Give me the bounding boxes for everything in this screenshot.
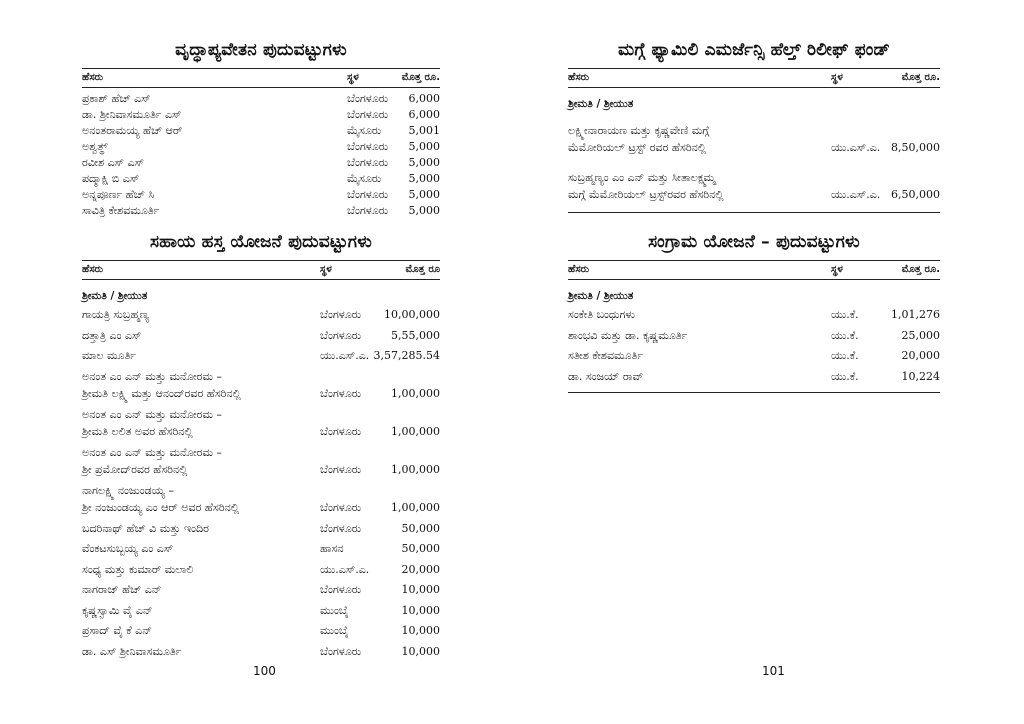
sahaya-title: ಸಹಾಯ ಹಸ್ತ ಯೋಜನೆ ಪುದುವಟ್ಟುಗಳು <box>149 232 373 252</box>
table-row <box>82 156 440 172</box>
place-cell: ಹಾಸನ <box>320 542 344 555</box>
name-cell: ಶ್ರೀ ಪ್ರಮೋದ್‌ರವರ ಹೆಸರಿನಲ್ಲಿ <box>82 463 188 476</box>
table-row-continuation <box>82 446 440 464</box>
amount-cell: 10,224 <box>901 369 940 383</box>
table-row <box>82 108 440 124</box>
amount-cell: 20,000 <box>401 562 440 576</box>
table-row <box>82 542 440 560</box>
place-cell: ಬೆಂಗಳೂರು <box>320 521 362 535</box>
place-cell: ಮುಂಬೈ <box>320 603 349 617</box>
name-cell: ಅಶ್ವತ್ಥ್ <box>82 140 108 153</box>
name-cell: ಶ್ರೀಮತಿ ಲಕ್ಷ್ಮಿ ಮತ್ತು ಆನಂದ್‌ರವರ ಹೆಸರಿನಲ್ಲಿ <box>82 387 241 400</box>
name-cell: ಪ್ರಕಾಶ್ ಹೆಚ್ ಎಸ್ <box>82 92 151 105</box>
amount-cell: 20,000 <box>901 349 940 362</box>
col-amount-header: ಮೊತ್ತ ರೂ. <box>401 72 440 83</box>
place-cell: ಬೆಂಗಳೂರು <box>320 644 362 658</box>
name-cell: ಅನ್ನಪೂರ್ಣ ಹೆಚ್ ಸಿ <box>82 188 155 201</box>
col-name-header: ಹೆಸರು <box>568 264 590 275</box>
place-cell: ಯು.ಕೆ. <box>831 349 859 362</box>
name-cell: ಪದ್ಮಾಕ್ಷಿ ಬಿ ಎಸ್ <box>82 172 140 185</box>
table-row-continuation <box>82 484 440 502</box>
table-row-continuation <box>568 124 940 141</box>
sangrama-bottom-rule <box>568 392 940 393</box>
name-cell: ಅನಂತ ಎಂ ಎನ್ ಮತ್ತು ಮನೋರಮ – <box>82 445 222 459</box>
place-cell: ಯು.ಎಸ್.ಎ. <box>320 349 370 362</box>
name-cell: ಗಾಯತ್ರಿ ಸುಬ್ರಹ್ಮಣ್ಯ <box>82 308 150 321</box>
page-number-right: 101 <box>762 664 785 678</box>
place-cell: ಬೆಂಗಳೂರು <box>347 92 389 105</box>
table-row <box>568 141 940 158</box>
relief-title: ಮಗ್ಗೆ ಫ್ಯಾಮಿಲಿ ಎಮರ್ಜೆನ್ಸಿ ಹೆಲ್ತ್ ರಿಲೀಫ್ ಫಂಡ್ <box>618 40 890 60</box>
amount-cell: 5,000 <box>408 156 440 169</box>
table-row <box>82 329 440 347</box>
place-cell: ಮೈಸೂರು <box>347 124 382 137</box>
sangrama-subheader: ಶ್ರೀಮತಿ / ಶ್ರೀಯುತ <box>568 290 634 302</box>
amount-cell: 10,000 <box>401 624 440 637</box>
table-row <box>82 188 440 204</box>
col-place-header: ಸ್ಥಳ <box>831 72 843 83</box>
amount-cell: 50,000 <box>401 521 440 535</box>
sahaya-subheader: ಶ್ರೀಮತಿ / ಶ್ರೀಯುತ <box>82 290 148 302</box>
table-row-continuation <box>82 408 440 426</box>
col-place-header: ಸ್ಥಳ <box>831 264 843 275</box>
place-cell: ಬೆಂಗಳೂರು <box>347 188 389 201</box>
name-cell: ದತ್ತಾತ್ರಿ ಎಂ ಎಸ್ <box>82 328 142 342</box>
col-place-header: ಸ್ಥಳ <box>320 264 332 275</box>
name-cell: ಮಾಲ ಮೂರ್ತಿ <box>82 349 136 362</box>
name-cell: ಡಾ. ಸಂಜಯ್ ರಾವ್ <box>568 369 644 383</box>
name-cell: ಸಾವಿತ್ರಿ ಕೇಶವಮೂರ್ತಿ <box>82 204 160 217</box>
name-cell: ಶ್ರೀ ನಂಜುಂಡಯ್ಯ ಎಂ ಆರ್ ಅವರ ಹೆಸರಿನಲ್ಲಿ <box>82 501 240 514</box>
amount-cell: 1,00,000 <box>391 501 440 514</box>
place-cell: ಯು.ಕೆ. <box>831 369 859 383</box>
sangrama-section <box>568 232 940 402</box>
name-cell: ಲಕ್ಷ್ಮೀನಾರಾಯಣ ಮತ್ತು ಕೃಷ್ಣವೇಣಿ ಮಗ್ಗೆ <box>568 124 710 137</box>
place-cell: ಬೆಂಗಳೂರು <box>320 583 362 596</box>
name-cell: ಅನಂತ ಎಂ ಎನ್ ಮತ್ತು ಮನೋರಮ – <box>82 407 222 421</box>
table-row <box>82 425 440 443</box>
place-cell: ಬೆಂಗಳೂರು <box>320 387 362 400</box>
amount-cell: 5,000 <box>408 204 440 217</box>
place-cell: ಬೆಂಗಳೂರು <box>347 140 389 153</box>
name-cell: ರವೀಶ ಎಸ್ ಎಸ್ <box>82 156 145 169</box>
col-amount-header: ಮೊತ್ತ ರೂ <box>405 264 440 275</box>
place-cell: ಬೆಂಗಳೂರು <box>347 108 389 121</box>
pension-table-header <box>82 68 440 88</box>
name-cell: ಕೃಷ್ಣಸ್ವಾಮಿ ವೈ ಎನ್ <box>82 603 153 617</box>
table-row <box>568 370 940 388</box>
table-row <box>568 308 940 326</box>
table-row <box>82 92 440 108</box>
place-cell: ಯು.ಕೆ. <box>831 328 859 342</box>
place-cell: ಯು.ಎಸ್.ಎ. <box>831 188 881 201</box>
relief-table-header <box>568 68 940 88</box>
place-cell: ಬೆಂಗಳೂರು <box>320 328 362 342</box>
place-cell: ಯು.ಎಸ್.ಎ. <box>831 141 881 154</box>
name-cell: ಸಂಕೇತಿ ಬಂಧುಗಳು <box>568 308 635 321</box>
table-row <box>568 329 940 347</box>
table-row <box>82 624 440 642</box>
place-cell: ಬೆಂಗಳೂರು <box>347 156 389 169</box>
place-cell: ಬೆಂಗಳೂರು <box>320 463 362 476</box>
name-cell: ಸಂಧ್ಯ ಮತ್ತು ಕುಮಾರ್ ಮಲಾಲಿ <box>82 562 194 576</box>
name-cell: ಶಾಂಭವಿ ಮತ್ತು ಡಾ. ಕೃಷ್ಣಮೂರ್ತಿ <box>568 328 688 342</box>
table-row <box>82 308 440 326</box>
table-row <box>82 501 440 519</box>
name-cell: ಬದರಿನಾಥ್ ಹೆಚ್ ವಿ ಮತ್ತು ಇಂದಿರ <box>82 521 209 535</box>
pension-title: ವೃದ್ಧಾಪ್ಯವೇತನ ಪುದುವಟ್ಟುಗಳು <box>175 40 347 60</box>
amount-cell: 1,00,000 <box>391 387 440 400</box>
amount-cell: 5,000 <box>408 172 440 185</box>
amount-cell: 5,000 <box>408 188 440 201</box>
amount-cell: 50,000 <box>401 542 440 555</box>
sangrama-table-header <box>568 260 940 280</box>
amount-cell: 3,57,285.54 <box>373 349 440 362</box>
amount-cell: 6,50,000 <box>891 188 940 201</box>
name-cell: ಸತೀಶ ಕೇಶವಮೂರ್ತಿ <box>568 349 644 362</box>
place-cell: ಮುಂಬೈ <box>320 624 349 637</box>
amount-cell: 25,000 <box>901 328 940 342</box>
amount-cell: 1,00,000 <box>391 463 440 476</box>
amount-cell: 10,000 <box>401 583 440 596</box>
relief-section <box>568 40 940 215</box>
name-cell: ಮೆಮೋರಿಯಲ್ ಟ್ರಸ್ಟ್ ರವರ ಹೆಸರಿನಲ್ಲಿ <box>568 141 707 154</box>
relief-subheader: ಶ್ರೀಮತಿ / ಶ್ರೀಯುತ <box>568 98 634 110</box>
table-row-continuation <box>82 370 440 388</box>
name-cell: ಶ್ರೀಮತಿ ಲಲಿತ ಅವರ ಹೆಸರಿನಲ್ಲಿ <box>82 425 193 438</box>
name-cell: ಮಗ್ಗೆ ಮೆಮೋರಿಯಲ್ ಟ್ರಸ್ಟ್‌ರವರ ಹೆಸರಿನಲ್ಲಿ <box>568 188 724 201</box>
place-cell: ಯು.ಎಸ್.ಎ. <box>320 562 370 576</box>
col-amount-header: ಮೊತ್ತ ರೂ. <box>901 264 940 275</box>
table-row <box>82 172 440 188</box>
place-cell: ಯು.ಕೆ. <box>831 308 859 321</box>
relief-bottom-rule <box>568 212 940 213</box>
amount-cell: 6,000 <box>408 92 440 105</box>
page-number-left: 100 <box>253 664 276 678</box>
name-cell: ವೆಂಕಟಸುಬ್ಬಯ್ಯ ಎಂ ಎಸ್ <box>82 542 174 555</box>
table-row <box>82 387 440 405</box>
place-cell: ಬೆಂಗಳೂರು <box>320 501 362 514</box>
table-row <box>82 583 440 601</box>
col-place-header: ಸ್ಥಳ <box>347 72 359 83</box>
table-row <box>82 140 440 156</box>
table-row <box>82 604 440 622</box>
sahaya-table-header <box>82 260 440 280</box>
col-name-header: ಹೆಸರು <box>82 264 104 275</box>
amount-cell: 1,00,000 <box>391 425 440 438</box>
place-cell: ಬೆಂಗಳೂರು <box>320 308 362 321</box>
name-cell: ಡಾ. ಶ್ರೀನಿವಾಸಮೂರ್ತಿ ಎಸ್ <box>82 108 182 121</box>
right-page <box>512 0 1024 724</box>
col-name-header: ಹೆಸರು <box>568 72 590 83</box>
amount-cell: 5,000 <box>408 140 440 153</box>
table-row <box>82 349 440 367</box>
table-row <box>82 204 440 220</box>
name-cell: ನಾಗಲಕ್ಷ್ಮಿ ನಂಜುಂಡಯ್ಯ – <box>82 483 174 497</box>
amount-cell: 10,00,000 <box>384 308 440 321</box>
amount-cell: 5,001 <box>408 124 440 137</box>
table-row <box>82 645 440 663</box>
col-amount-header: ಮೊತ್ತ ರೂ. <box>901 72 940 83</box>
amount-cell: 8,50,000 <box>891 141 940 154</box>
amount-cell: 1,01,276 <box>891 308 940 321</box>
table-row <box>568 188 940 205</box>
table-row-continuation <box>568 171 940 188</box>
amount-cell: 10,000 <box>401 603 440 617</box>
table-row <box>82 463 440 481</box>
name-cell: ಅನಂತರಾಮಯ್ಯ ಹೆಚ್ ಆರ್ <box>82 124 183 137</box>
place-cell: ಬೆಂಗಳೂರು <box>320 425 362 438</box>
sangrama-title: ಸಂಗ್ರಾಮ ಯೋಜನೆ – ಪುದುವಟ್ಟುಗಳು <box>648 232 860 252</box>
amount-cell: 5,55,000 <box>391 328 440 342</box>
table-row <box>82 124 440 140</box>
place-cell: ಮೈಸೂರು <box>347 172 382 185</box>
table-row <box>568 349 940 367</box>
pension-section <box>82 40 440 225</box>
name-cell: ಪ್ರಸಾದ್ ವೈ ಕೆ ಎನ್ <box>82 624 152 637</box>
amount-cell: 10,000 <box>401 644 440 658</box>
name-cell: ನಾಗರಾಜ್ ಹೆಚ್ ಎನ್ <box>82 583 162 596</box>
amount-cell: 6,000 <box>408 108 440 121</box>
place-cell: ಬೆಂಗಳೂರು <box>347 204 389 217</box>
name-cell: ಅನಂತ ಎಂ ಎನ್ ಮತ್ತು ಮನೋರಮ – <box>82 369 222 383</box>
col-name-header: ಹೆಸರು <box>82 72 104 83</box>
table-row <box>82 522 440 540</box>
table-row <box>82 563 440 581</box>
name-cell: ಡಾ. ಎಸ್ ಶ್ರೀನಿವಾಸಮೂರ್ತಿ <box>82 644 182 658</box>
name-cell: ಸುಬ್ರಹ್ಮಣ್ಯಂ ಎಂ ಎನ್ ಮತ್ತು ಸೀತಾಲಕ್ಷ್ಮಮ್ಮ <box>568 171 716 184</box>
sahaya-section <box>82 232 440 662</box>
